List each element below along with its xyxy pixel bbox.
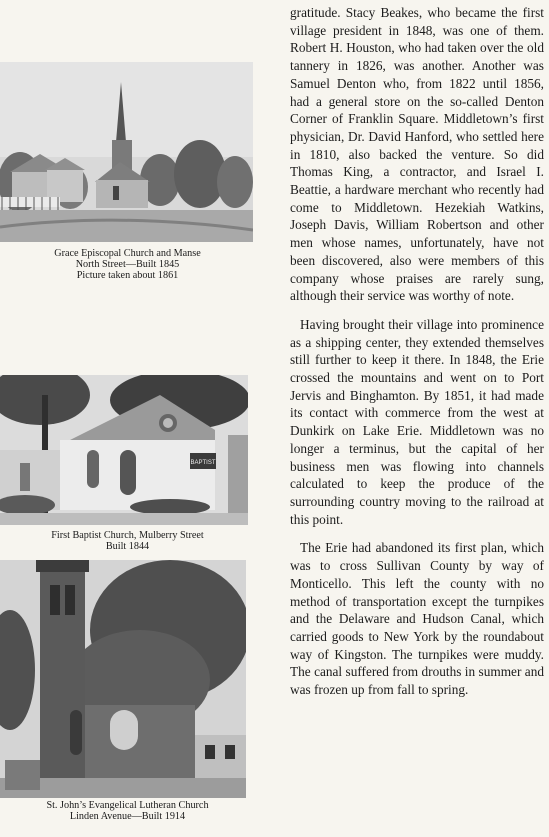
caption-line: Picture taken about 1861 xyxy=(76,270,179,281)
body-paragraph: The Erie had abandoned its first plan, which was to cross Sullivan County by way of Monticello. This left the county with no method of transportation except the turnpikes and the Delaware and Hudson Canal, which carried goods to New York by the roundabout way of Kingston. The turnpikes were muddy. The canal suffered from drouths in summer and was frozen up from fall to spring. xyxy=(290,540,544,698)
grace-church-caption xyxy=(0,248,255,281)
article-text-column xyxy=(290,4,544,710)
body-paragraph: Having brought their village into prominence as a shipping center, they extended themselves still further to keep it there. In 1848, the Erie crossed the mountains and went on to Port Jervis and Binghamton. By 1851, it had made its contact with commerce from the west at Dunkirk on Lake Erie. Middletown was no longer a terminus, but the capital of her business men was flowing into channels calculated to keep the produce of the surrounding country moving to the railroad at this point. xyxy=(290,316,544,527)
caption-line: North Street—Built 1845 xyxy=(75,259,180,270)
baptist-church-caption xyxy=(0,530,255,552)
body-paragraph: gratitude. Stacy Beakes, who became the first village president in 1848, was one of them. Robert H. Houston, who had taken over the old tannery in 1826, was another. Another was Samuel Denton who, from 1822 until 1856, had a general store on the so-called Denton Corner of Franklin Square. Middletown’s first physician, Dr. David Hanford, who settled here in 1810, also backed the venture. So did Thomas King, a contractor, and Israel I. Beattie, a hardware merchant who recently had come to Middletown. Hezekiah Watkins, Joseph Davis, William Robertson and other men whose names, unfortunately, have not been discovered, also were members of this company whose praises are rarely sung, although their service was worthy of note. xyxy=(290,5,544,304)
church-sign: BAPTIST xyxy=(190,460,216,466)
lutheran-church-photo xyxy=(0,560,246,798)
illustrations-column xyxy=(0,0,255,837)
grace-church-photo xyxy=(0,62,253,242)
caption-line: Grace Episcopal Church and Manse xyxy=(54,248,201,259)
caption-line: Built 1844 xyxy=(105,541,150,552)
caption-line: Linden Avenue—Built 1914 xyxy=(69,811,186,822)
lutheran-church-caption xyxy=(0,800,255,822)
caption-line: St. John’s Evangelical Lutheran Church xyxy=(46,800,209,811)
caption-line: First Baptist Church, Mulberry Street xyxy=(51,530,204,541)
baptist-church-photo xyxy=(0,375,248,525)
